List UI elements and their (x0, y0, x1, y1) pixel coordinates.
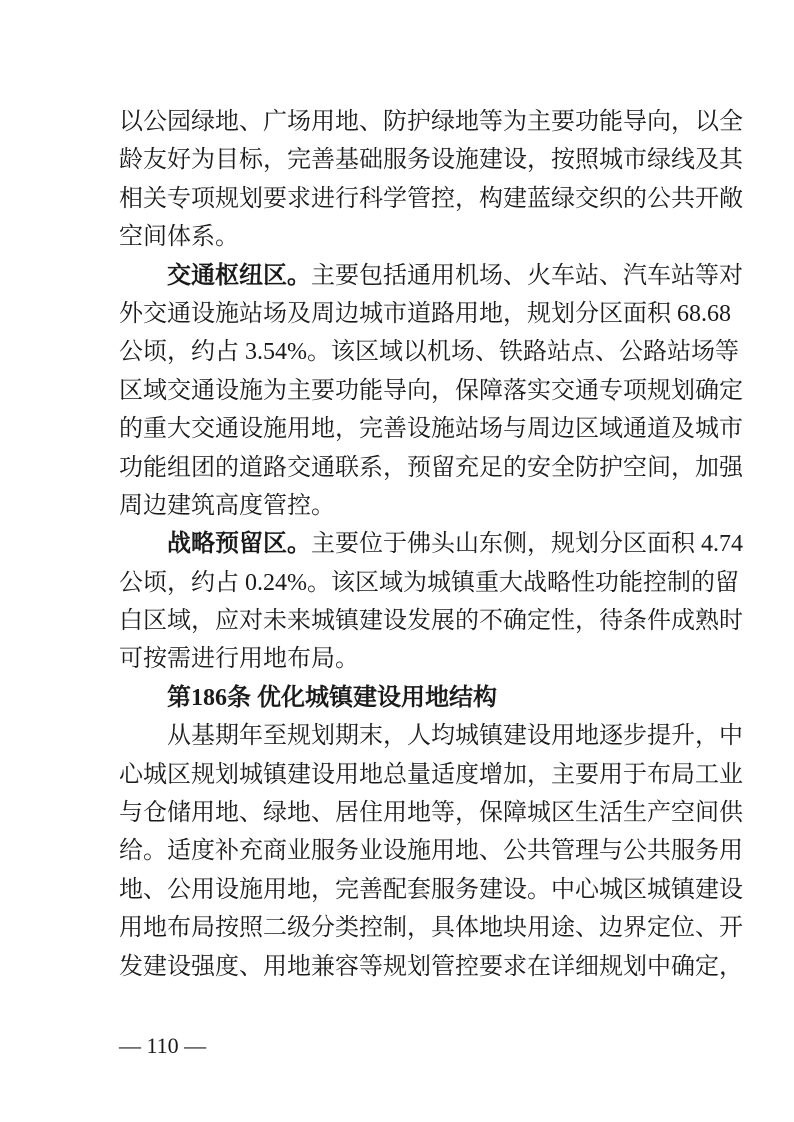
line-text: 用地布局按照二级分类控制，具体地块用途、边界定位、开 (119, 915, 743, 942)
text-line (119, 141, 743, 179)
page-number: — 110 — (119, 1033, 207, 1058)
text-line (119, 564, 739, 602)
line-text: 心城区规划城镇建设用地总量适度增加，主要用于布局工业 (119, 761, 743, 788)
text-line (119, 794, 743, 832)
line-text: 可按需进行用地布局。 (119, 646, 359, 673)
line-text: 龄友好为目标，完善基础服务设施建设，按照城市绿线及其 (119, 147, 743, 174)
line-text: 功能组团的道路交通联系，预留充足的安全防护空间，加强 (119, 454, 743, 481)
text-line (119, 487, 685, 525)
paragraph-lead: 交通枢纽区。 (167, 262, 311, 289)
text-line (119, 410, 743, 448)
text-line (119, 103, 743, 141)
text-line (119, 333, 739, 371)
text-line (119, 871, 743, 909)
line-text: 从基期年至规划期末，人均城镇建设用地逐步提升，中 (167, 723, 743, 750)
line-text: 与仓储用地、绿地、居住用地等，保障城区生活生产空间供 (119, 800, 743, 827)
text-line (119, 372, 743, 410)
text-line (119, 640, 685, 678)
text-line (119, 180, 743, 218)
line-text: 主要位于佛头山东侧，规划分区面积 4.74 (311, 531, 743, 558)
text-line (119, 909, 743, 947)
line-text: 空间体系。 (119, 224, 239, 251)
line-text: 给。适度补充商业服务业设施用地、公共管理与公共服务用 (119, 838, 743, 865)
line-text: 公顷，约占 3.54%。该区域以机场、铁路站点、公路站场等 (119, 339, 739, 366)
document-body (119, 103, 743, 986)
article-heading (119, 679, 685, 717)
line-text: 周边建筑高度管控。 (119, 492, 335, 519)
text-line (119, 948, 743, 986)
line-text: 地、公用设施用地，完善配套服务建设。中心城区城镇建设 (119, 876, 743, 903)
line-text: 相关专项规划要求进行科学管控，构建蓝绿交织的公共开敞 (119, 185, 743, 212)
line-text: 主要包括通用机场、火车站、汽车站等对 (311, 262, 743, 289)
text-line (119, 756, 743, 794)
text-line (119, 257, 743, 295)
text-line (119, 218, 685, 256)
line-text: 以公园绿地、广场用地、防护绿地等为主要功能导向，以全 (119, 109, 743, 135)
text-line (119, 525, 743, 563)
line-text: 的重大交通设施用地，完善设施站场与周边区域通道及城市 (119, 416, 743, 443)
text-line (119, 602, 743, 640)
text-line (119, 295, 731, 333)
text-line (119, 832, 743, 870)
line-text: 外交通设施站场及周边城市道路用地，规划分区面积 68.68 (119, 300, 731, 327)
line-text: 公顷，约占 0.24%。该区域为城镇重大战略性功能控制的留 (119, 569, 739, 596)
heading-text: 第186条 优化城镇建设用地结构 (167, 684, 497, 711)
line-text: 区域交通设施为主要功能导向，保障落实交通专项规划确定 (119, 377, 743, 404)
text-line (119, 449, 743, 487)
line-text: 白区域，应对未来城镇建设发展的不确定性，待条件成熟时 (119, 608, 743, 635)
text-line (119, 717, 743, 755)
line-text: 发建设强度、用地兼容等规划管控要求在详细规划中确定， (119, 953, 743, 980)
paragraph-lead: 战略预留区。 (167, 531, 311, 558)
